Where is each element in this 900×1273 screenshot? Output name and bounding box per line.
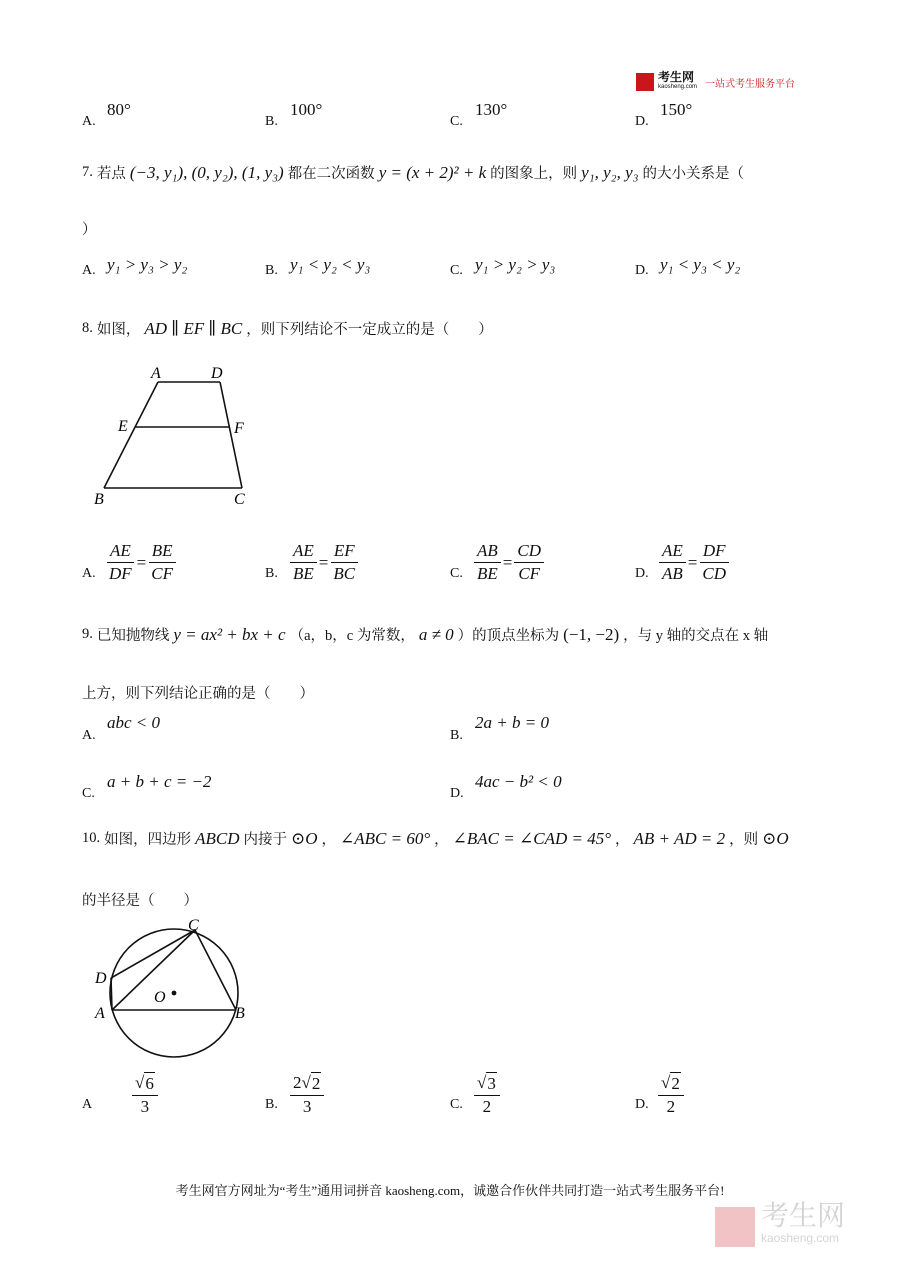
- q10-option-b-label: B.: [265, 1097, 278, 1112]
- q8-option-d: $\frac{AE}{AB}$ = $\frac{DF}{CD}$: [659, 540, 729, 585]
- footer-text: 考生网官方网址为“考生”通用词拼音 kaosheng.com，诚邀合作伙伴共同打造一站式考生服务平台!: [175, 1183, 725, 1198]
- q10-condition-1: ∠ABC = 60°: [340, 828, 431, 848]
- q6-option-a-label: A.: [82, 114, 96, 129]
- q7-stem: [82, 162, 744, 183]
- q8-option-b-label: B.: [265, 566, 278, 581]
- denominator: 3: [302, 1097, 312, 1116]
- q9-option-a-label: A.: [82, 728, 96, 743]
- label-a: A: [151, 365, 161, 382]
- q8-option-d-label: D.: [635, 566, 649, 581]
- frac-num: DF: [700, 540, 729, 563]
- q10-option-c-label: C.: [450, 1097, 463, 1112]
- logo-icon: [636, 73, 654, 91]
- watermark-url: kaosheng.com: [761, 1231, 840, 1245]
- denominator: 3: [140, 1097, 150, 1116]
- frac-num: BE: [149, 540, 176, 563]
- label-e: E: [118, 418, 128, 435]
- radicand: 2: [311, 1074, 321, 1093]
- frac-den: CF: [518, 564, 541, 583]
- q9-text-4: ，与 y 轴的交点在 x 轴: [623, 628, 769, 644]
- q9-stem: [82, 624, 768, 645]
- watermark-brand: 考生网: [761, 1200, 846, 1231]
- frac-num: AE: [290, 540, 317, 563]
- q8-option-a-label: A.: [82, 566, 96, 581]
- q7-vars: y₁, y₂, y₃: [581, 162, 639, 182]
- radicand: 6: [145, 1074, 154, 1093]
- denominator: 2: [666, 1097, 676, 1116]
- q9-vertex: (−1, −2): [563, 624, 620, 644]
- q9-option-b-label: B.: [450, 728, 463, 743]
- frac-den: AB: [662, 564, 683, 583]
- q7-option-d: y₁ < y₃ < y₂: [660, 255, 741, 274]
- line-ad: [111, 978, 112, 1010]
- q6-option-b: 100°: [290, 100, 323, 119]
- q10-stem: 10. 如图，四边形 ABCD 内接于 ⊙O ， ∠ABC = 60° ， ∠BAC = ∠CAD = 45° ， AB + AD = 2 ，则 ⊙O: [82, 828, 789, 848]
- q8-option-c: $\frac{AB}{BE}$ = $\frac{CD}{CF}$: [474, 540, 544, 585]
- q7-text-4: 的大小关系是（: [642, 166, 745, 182]
- q10-condition-2: ∠BAC = ∠CAD = 45°: [452, 828, 612, 848]
- q6-option-c-label: C.: [450, 114, 463, 129]
- q7-number: 7.: [82, 164, 93, 180]
- q9-option-c-label: C.: [82, 786, 95, 801]
- frac-num: EF: [331, 540, 358, 563]
- q10-circle-figure: [90, 912, 260, 1062]
- q10-option-a-label: A: [82, 1097, 93, 1112]
- q7-points: (−3, y₁), (0, y₂), (1, y₃): [129, 162, 284, 182]
- q10-condition-3: AB + AD = 2: [633, 828, 726, 848]
- frac-den: BC: [333, 564, 356, 583]
- q7-option-a: y₁ > y₃ > y₂: [107, 255, 188, 274]
- frac-den: CF: [151, 564, 173, 583]
- label-d: D: [95, 970, 107, 987]
- center-dot: [172, 991, 177, 996]
- q7-text-2: 都在二次函数: [287, 166, 375, 182]
- label-d: D: [211, 365, 223, 382]
- q7-option-b-label: B.: [265, 263, 278, 278]
- frac-num: AE: [659, 540, 686, 563]
- label-o: O: [154, 989, 166, 1006]
- q8-text-1: 如图，: [96, 322, 141, 338]
- q6-option-b-label: B.: [265, 114, 278, 129]
- q8-text-2: ，则下列结论不一定成立的是（ ）: [246, 322, 493, 338]
- q8-trapezoid-figure: [90, 360, 260, 510]
- q9-text-2: （a，b，c 为常数，: [289, 628, 415, 644]
- line-ab: [104, 382, 158, 488]
- radicand: 2: [671, 1074, 680, 1093]
- header-logo: [636, 72, 795, 92]
- label-a: A: [95, 1005, 105, 1022]
- q9-option-d: 4ac − b² < 0: [475, 772, 562, 791]
- q10-text-1: 如图，四边形: [104, 832, 192, 848]
- q10-text-3: ，则: [729, 832, 759, 848]
- q9-option-b: 2a + b = 0: [475, 713, 549, 732]
- header-brand: 考生网: [658, 70, 695, 84]
- label-f: F: [234, 420, 244, 437]
- q10-quad: ABCD: [195, 828, 240, 848]
- q7-text-1: 若点: [96, 166, 126, 182]
- footer-watermark: [715, 1200, 846, 1249]
- frac-den: DF: [109, 564, 132, 583]
- q9-number: 9.: [82, 626, 93, 642]
- q10-option-b: 2 √ 2 3: [290, 1072, 324, 1118]
- q8-condition: AD ∥ EF ∥ BC: [144, 318, 243, 338]
- radicand: 3: [487, 1074, 496, 1093]
- frac-num: CD: [514, 540, 544, 563]
- q9-option-d-label: D.: [450, 786, 464, 801]
- q7-option-c: y₁ > y₂ > y₃: [475, 255, 556, 274]
- q8-option-c-label: C.: [450, 566, 463, 581]
- q6-option-d-label: D.: [635, 114, 649, 129]
- q7-option-d-label: D.: [635, 263, 649, 278]
- line-cb: [195, 930, 236, 1010]
- q10-option-d: √ 2 2: [658, 1072, 684, 1118]
- frac-num: AB: [474, 540, 501, 563]
- q10-option-d-label: D.: [635, 1097, 649, 1112]
- frac-num: AE: [107, 540, 134, 563]
- q9-text-3: ）的顶点坐标为: [457, 628, 560, 644]
- q8-number: 8.: [82, 320, 93, 336]
- q8-stem: [82, 318, 493, 339]
- frac-den: BE: [477, 564, 498, 583]
- frac-den: CD: [702, 564, 726, 583]
- frac-den: BE: [293, 564, 314, 583]
- q7-function: y = (x + 2)² + k: [378, 162, 487, 182]
- q10-option-a: √ 6 3: [132, 1072, 158, 1118]
- q10-text-2: 内接于: [243, 832, 288, 848]
- watermark-logo-icon: [715, 1207, 755, 1247]
- header-brand-url: kaosheng.com: [658, 84, 698, 90]
- q7-text-3: 的图象上，则: [490, 166, 578, 182]
- q9-function: y = ax² + bx + c: [173, 624, 286, 644]
- q6-option-c: 130°: [475, 100, 508, 119]
- q9-line-2: 上方，则下列结论正确的是（ ）: [82, 686, 314, 702]
- label-b: B: [235, 1005, 245, 1022]
- denominator: 2: [482, 1097, 492, 1116]
- label-b: B: [94, 491, 104, 508]
- label-c: C: [188, 917, 199, 934]
- q9-option-a: abc < 0: [107, 713, 161, 732]
- q6-option-d: 150°: [660, 100, 693, 119]
- q10-circle-2: ⊙O: [762, 828, 789, 848]
- q6-option-a: 80°: [107, 100, 131, 119]
- q10-option-c: √ 3 2: [474, 1072, 500, 1118]
- q7-option-b: y₁ < y₂ < y₃: [290, 255, 371, 274]
- q9-option-c: a + b + c = −2: [107, 772, 212, 791]
- coef: 2: [293, 1073, 302, 1092]
- q9-text-1: 已知抛物线: [96, 628, 170, 644]
- q8-option-a: $\frac{AE}{DF}$ = $\frac{BE}{CF}$: [106, 540, 176, 585]
- q7-close-paren: ）: [82, 222, 97, 238]
- q7-option-c-label: C.: [450, 263, 463, 278]
- q10-number: 10.: [82, 830, 101, 846]
- header-slogan: 一站式考生服务平台: [705, 78, 796, 90]
- q8-option-b: $\frac{AE}{BE}$ = $\frac{EF}{BC}$: [290, 540, 358, 585]
- q9-condition: a ≠ 0: [418, 624, 454, 644]
- q10-circle: ⊙O: [291, 828, 318, 848]
- label-c: C: [234, 491, 245, 508]
- q7-option-a-label: A.: [82, 263, 96, 278]
- q10-line-2: 的半径是（ ）: [82, 893, 198, 909]
